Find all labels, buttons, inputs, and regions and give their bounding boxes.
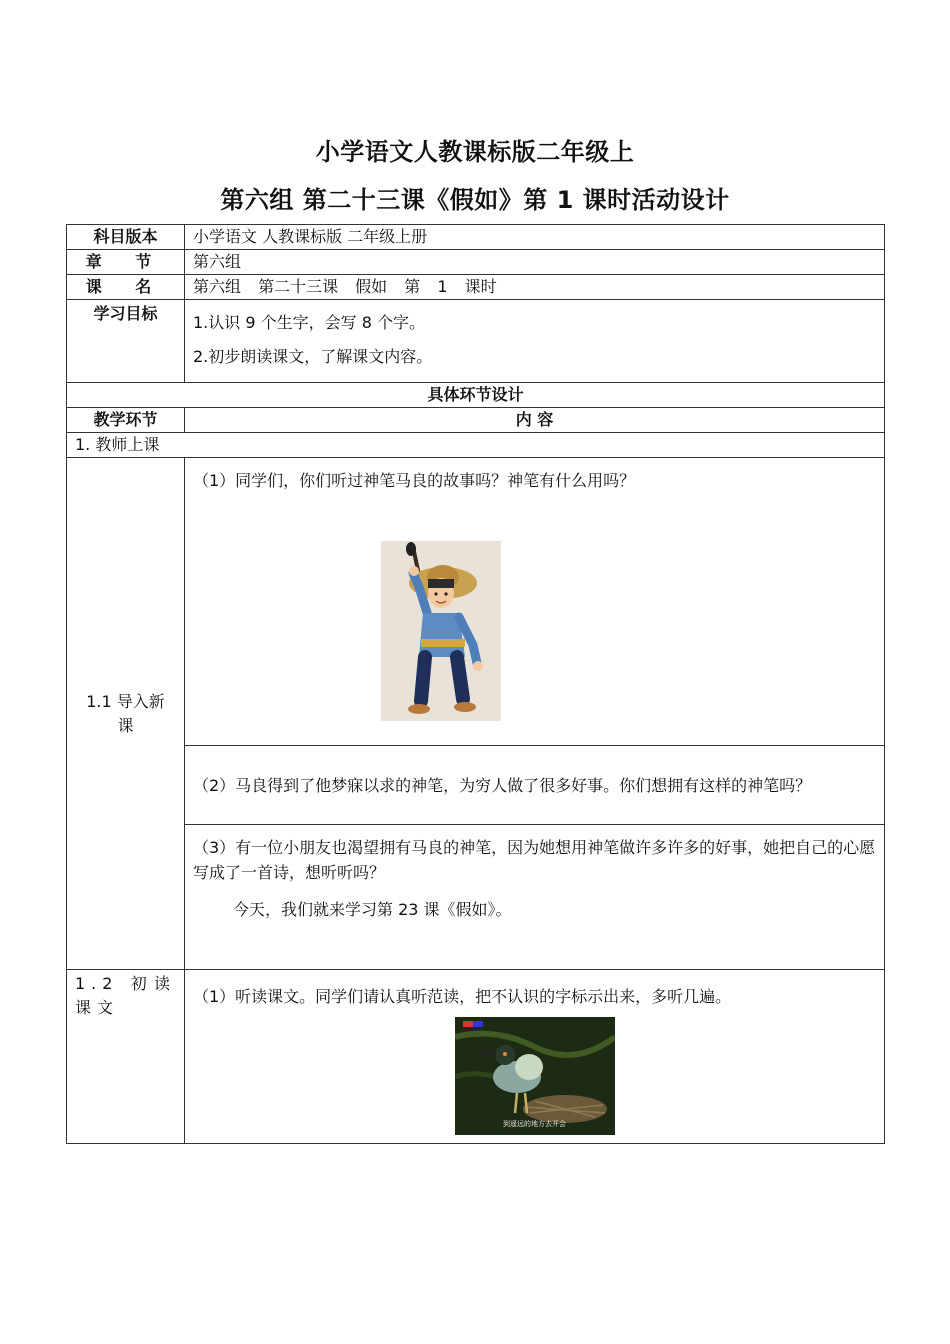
step1-2-text-1: （1）听读课文。同学们请认真听范读，把不认识的字标示出来，多听几遍。 — [193, 987, 732, 1006]
col-content-header: 内 容 — [185, 408, 885, 433]
row-step1-2 — [67, 970, 885, 1144]
row-step1 — [67, 433, 885, 458]
lesson-table — [66, 224, 885, 1144]
subject-value: 小学语文 人教课标版 二年级上册 — [185, 225, 885, 250]
row-column-headers — [67, 408, 885, 433]
goal-item: 1.认识 9 个生字，会写 8 个字。 — [193, 313, 425, 332]
step1-1-text-1: （1）同学们，你们听过神笔马良的故事吗？神笔有什么用吗？ — [193, 471, 636, 490]
ma-liang-illustration — [381, 541, 501, 721]
row-step1-1-b — [67, 746, 885, 825]
row-chapter — [67, 250, 885, 275]
step1-label: 1. 教师上课 — [67, 433, 885, 458]
step1-1-item-1 — [185, 458, 885, 746]
egret-video-frame — [455, 1017, 615, 1135]
goal-content — [185, 300, 885, 383]
document-subtitle: 第六组 第二十三课《假如》第 1 课时活动设计 — [220, 186, 730, 214]
col-stage-header: 教学环节 — [67, 408, 185, 433]
row-lesson — [67, 275, 885, 300]
step1-1-item-2 — [185, 746, 885, 825]
video-caption: 到遥远的地方去开会 — [503, 1120, 566, 1128]
goal-label: 学习目标 — [67, 300, 185, 383]
chapter-label: 章 节 — [67, 250, 185, 275]
bird-nest-icon — [455, 1017, 615, 1135]
step1-1-label: 1.1 导入新课 — [67, 458, 185, 970]
row-step1-1-a — [67, 458, 885, 746]
section-title: 具体环节设计 — [67, 383, 885, 408]
lesson-value: 第六组 第二十三课 假如 第 1 课时 — [185, 275, 885, 300]
goal-item: 2.初步朗读课文，了解课文内容。 — [193, 347, 433, 366]
chapter-value: 第六组 — [185, 250, 885, 275]
subject-label: 科目版本 — [67, 225, 185, 250]
ma-liang-figure-icon — [381, 541, 501, 721]
row-subject — [67, 225, 885, 250]
step1-1-item-3 — [185, 825, 885, 970]
step1-2-item-1 — [185, 970, 885, 1144]
row-step1-1-c — [67, 825, 885, 970]
document-title: 小学语文人教课标版二年级上 — [315, 138, 635, 166]
step1-1-text-2: （2）马良得到了他梦寐以求的神笔，为穷人做了很多好事。你们想拥有这样的神笔吗？ — [193, 775, 812, 795]
row-goals — [67, 300, 885, 383]
lesson-label: 课 名 — [67, 275, 185, 300]
step1-1-text-4: 今天，我们就来学习第 23 课《假如》。 — [233, 900, 512, 919]
row-section-title — [67, 383, 885, 408]
step1-2-label: 1.2 初读课文 — [67, 970, 185, 1144]
step1-1-text-3: （3）有一位小朋友也渴望拥有马良的神笔，因为她想用神笔做许多许多的好事，她把自己的心愿写成了一首诗，想听听吗？ — [193, 838, 876, 882]
